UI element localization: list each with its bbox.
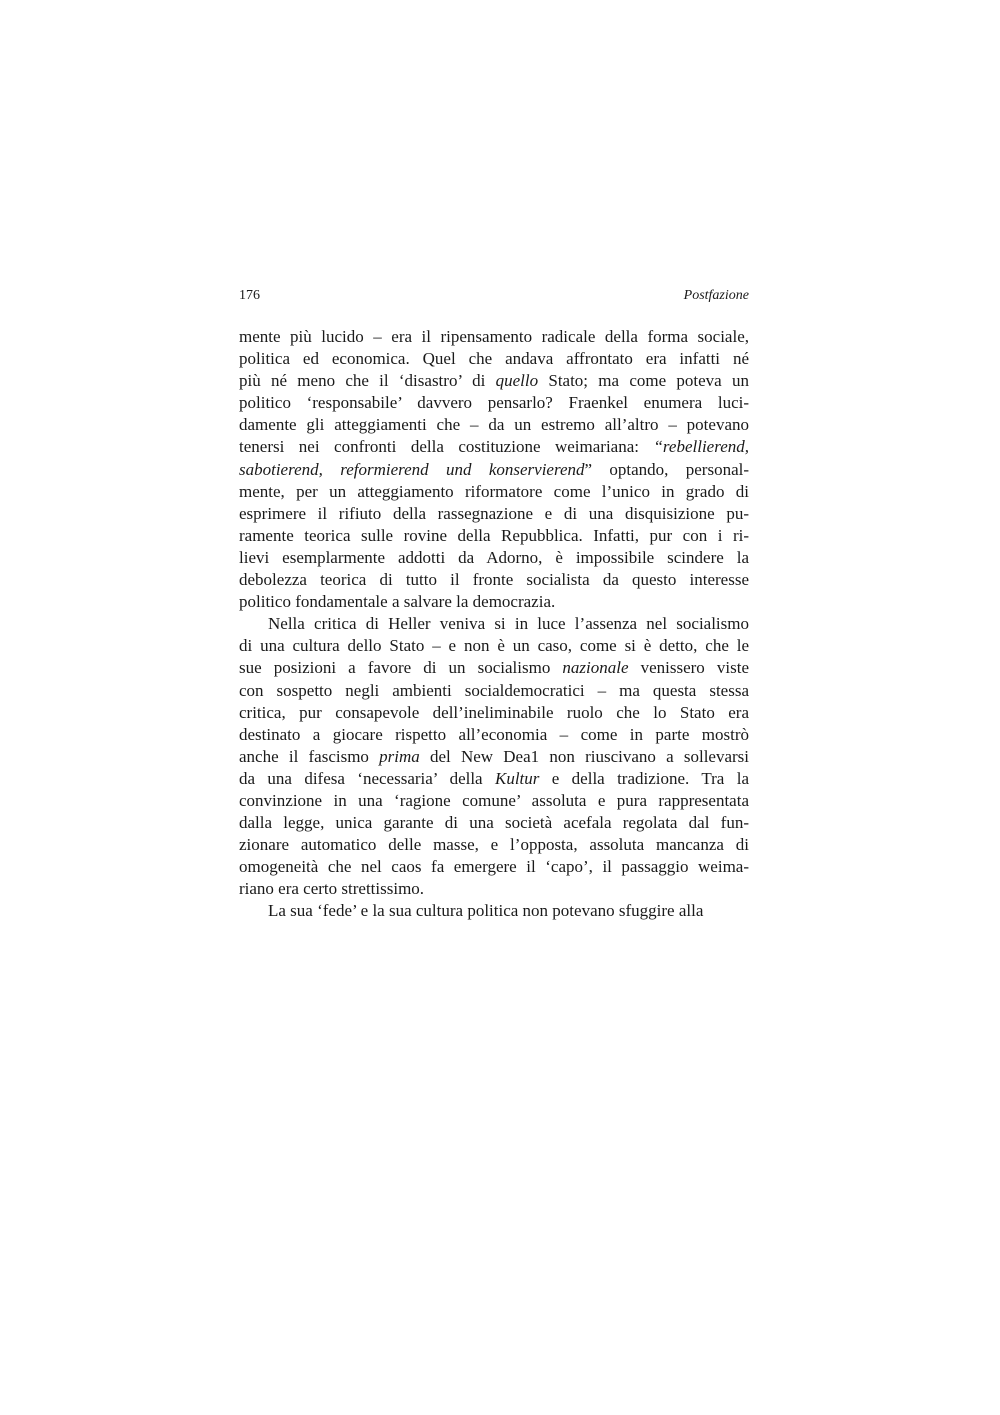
text-run: esprimere il rifiuto della rassegnazione e di una disquisizione pu- <box>239 503 749 523</box>
text-run: politico ‘responsabile’ davvero pensarlo? Fraenkel enumera luci- <box>239 393 749 413</box>
text-run: ramente teorica sulle rovine della Repubblica. Infatti, pur con i ri- <box>239 525 749 545</box>
text-run: con sospetto negli ambienti socialdemocratici – ma questa stessa <box>239 680 749 700</box>
text-run: Nella critica di Heller veniva si in luce l’assenza nel socialismo <box>268 614 749 634</box>
text-line <box>239 370 749 392</box>
text-line <box>239 856 749 878</box>
text-run: sue posizioni a favore di un socialismo <box>239 658 563 678</box>
text-line <box>239 326 749 348</box>
text-line <box>239 392 749 414</box>
text-line <box>239 834 749 856</box>
text-line <box>239 348 749 370</box>
text-run: debolezza teorica di tutto il fronte socialista da questo interesse <box>239 570 749 590</box>
text-run: di una cultura dello Stato – e non è un caso, come si è detto, che le <box>239 636 749 656</box>
running-title: Postfazione <box>683 288 749 303</box>
text-line <box>239 768 749 790</box>
page-number: 176 <box>239 288 260 303</box>
text-run: dalla legge, unica garante di una società acefala regolata dal fun- <box>239 813 749 833</box>
text-run: del New Dea1 non riuscivano a sollevarsi <box>419 746 750 766</box>
text-run: convinzione in una ‘ragione comune’ assoluta e pura rappresentata <box>239 790 749 810</box>
text-run: lievi esemplarmente addotti da Adorno, è impossibile scindere la <box>239 547 749 567</box>
text-run: tenersi nei confronti della costituzione weimariana: <box>239 437 654 457</box>
text-line <box>239 436 749 458</box>
text-line <box>239 900 749 922</box>
text-line <box>239 613 749 635</box>
paragraph <box>239 326 749 613</box>
text-line <box>239 790 749 812</box>
text-line <box>239 746 749 768</box>
text-run: mente, per un atteggiamento riformatore come l’unico in grado di <box>239 481 749 501</box>
text-run: La sua ‘fede’ e la sua cultura politica non potevano sfuggire alla <box>268 901 704 921</box>
text-line <box>239 724 749 746</box>
italic-text: quello <box>495 371 539 391</box>
text-line <box>239 878 749 900</box>
text-line <box>239 547 749 569</box>
text-line <box>239 812 749 834</box>
text-run: omogeneità che nel caos fa emergere il ‘capo’, il passaggio weima- <box>239 857 749 877</box>
text-run: zionare automatico delle masse, e l’opposta, assoluta mancanza di <box>239 835 749 855</box>
text-line <box>239 702 749 724</box>
text-run: damente gli atteggiamenti che – da un estremo all’altro – potevano <box>239 415 749 435</box>
italic-text: nazionale <box>562 658 629 678</box>
text-line <box>239 503 749 525</box>
text-run: destinato a giocare rispetto all’economia – come in parte mostrò <box>239 724 749 744</box>
italic-text: sabotierend, reformierend und konservierend <box>239 459 585 479</box>
text-line <box>239 481 749 503</box>
page-header <box>239 288 749 310</box>
text-line <box>239 414 749 436</box>
text-line <box>239 591 749 613</box>
text-run: politico fondamentale a salvare la democrazia. <box>239 592 556 612</box>
body-text <box>239 326 749 923</box>
text-run: più né meno che il ‘disastro’ di <box>239 371 496 391</box>
text-line <box>239 569 749 591</box>
text-line <box>239 680 749 702</box>
text-line <box>239 459 749 481</box>
text-run: e della tradizione. Tra la <box>539 768 749 788</box>
text-run: politica ed economica. Quel che andava affrontato era infatti né <box>239 349 749 369</box>
italic-text: prima <box>379 746 420 766</box>
text-line <box>239 525 749 547</box>
paragraph <box>239 900 749 922</box>
text-run: da una difesa ‘necessaria’ della <box>239 768 495 788</box>
text-run: riano era certo strettissimo. <box>239 879 425 899</box>
text-run: critica, pur consapevole dell’ineliminabile ruolo che lo Stato era <box>239 702 749 722</box>
text-run: anche il fascismo <box>239 746 380 766</box>
text-run: venissero viste <box>628 658 749 678</box>
italic-text: “rebellierend, <box>653 437 749 457</box>
paragraph <box>239 613 749 900</box>
italic-text: Kultur <box>494 768 540 788</box>
text-run: ” optando, personal- <box>584 459 750 479</box>
text-line <box>239 635 749 657</box>
text-line <box>239 657 749 679</box>
text-run: mente più lucido – era il ripensamento radicale della forma sociale, <box>239 327 749 346</box>
text-run: Stato; ma come poteva un <box>538 371 749 391</box>
